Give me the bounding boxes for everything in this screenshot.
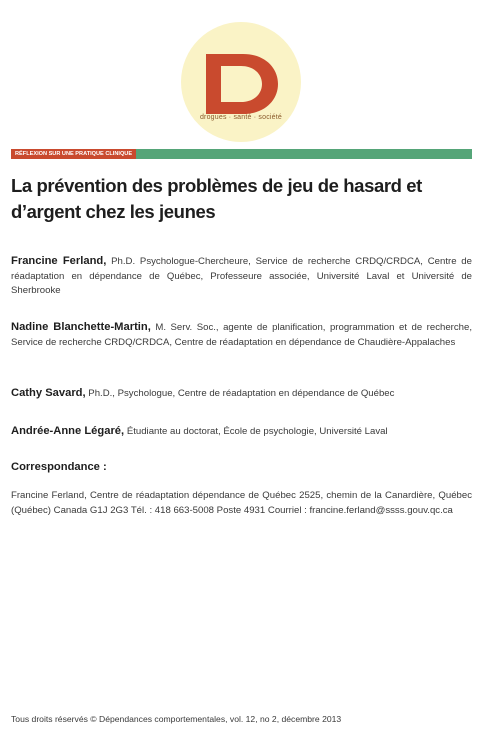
author-details: Ph.D. Psychologue-Chercheure, Service de recherche CRDQ/CRDCA, Centre de réadaptation en dépendance de Québec, Professeure associée, Université Laval et Université de Sherbrooke bbox=[11, 256, 472, 296]
author-details: Étudiante au doctorat, École de psychologie, Université Laval bbox=[124, 426, 388, 437]
logo-caption: drogues · santé · société bbox=[199, 114, 283, 121]
author-name: Nadine Blanchette-Martin, bbox=[11, 321, 151, 333]
author-details: M. Serv. Soc., agente de planification, programmation et de recherche, Service de recherche CRDQ/CRDCA, Centre de réadaptation en dépendance de Chaudière-Appalaches bbox=[11, 322, 472, 348]
author-block bbox=[11, 320, 472, 350]
author-block bbox=[11, 254, 472, 299]
author-block bbox=[11, 424, 472, 440]
correspondance-text: Francine Ferland, Centre de réadaptation dépendance de Québec 2525, chemin de la Canardière, Québec (Québec) Canada G1J 2G3 Tél. : 418 663-5008 Poste 4931 Courriel : francine.ferland@ssss.gouv.qc.ca bbox=[11, 490, 472, 516]
section-banner bbox=[11, 149, 472, 159]
logo-d-icon bbox=[181, 22, 301, 142]
author-details: Ph.D., Psychologue, Centre de réadaptation en dépendance de Québec bbox=[85, 388, 395, 399]
author-name: Francine Ferland, bbox=[11, 255, 107, 267]
author-block bbox=[11, 386, 472, 402]
author-name: Cathy Savard, bbox=[11, 387, 86, 399]
correspondance-heading: Correspondance : bbox=[11, 461, 107, 473]
journal-logo bbox=[181, 22, 301, 142]
section-label: RÉFLEXION SUR UNE PRATIQUE CLINIQUE bbox=[11, 149, 136, 159]
copyright-footer: Tous droits réservés © Dépendances comportementales, vol. 12, no 2, décembre 2013 bbox=[11, 714, 342, 724]
article-title: La prévention des problèmes de jeu de hasard et d’argent chez les jeunes bbox=[11, 175, 422, 222]
author-name: Andrée-Anne Légaré, bbox=[11, 425, 125, 437]
